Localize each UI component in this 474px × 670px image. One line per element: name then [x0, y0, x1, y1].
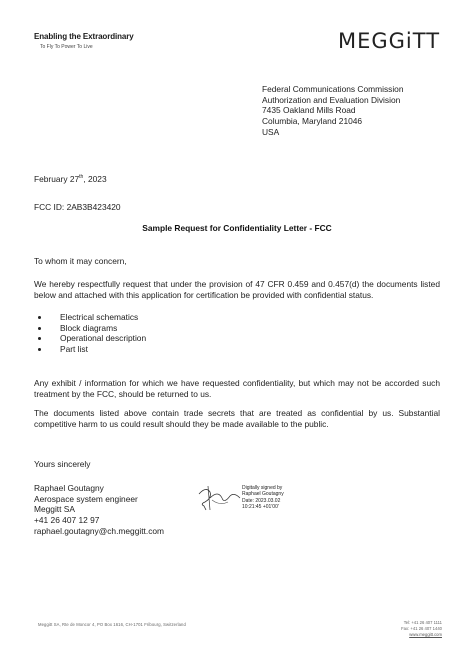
footer-tel: Tel: +41 26 407 1111: [403, 620, 442, 625]
dsig-line: Raphael Goutagny: [242, 491, 284, 498]
signatory-block: [34, 483, 164, 537]
recipient-address: [262, 84, 404, 138]
digital-signature-text: [242, 485, 284, 510]
signatory-name: Raphael Goutagny: [34, 483, 104, 493]
signatory-phone: +41 26 407 12 97: [34, 515, 100, 526]
list-item: • Block diagrams: [50, 323, 146, 334]
address-line: Columbia, Maryland 21046: [262, 116, 363, 127]
address-line: Authorization and Evaluation Division: [262, 94, 401, 105]
list-item: • Electrical schematics: [50, 312, 146, 323]
paragraph-trade-secrets: The documents listed above contain trade secrets that are treated as confidential by us. Substantial competitive harm to us could result should they be made available to the public.: [34, 408, 440, 429]
company-tagline: Enabling the Extraordinary: [34, 32, 134, 41]
footer-website-link[interactable]: www.meggitt.com: [409, 632, 442, 637]
address-line: USA: [262, 126, 280, 137]
letter-date: February 27th, 2023: [34, 173, 107, 184]
footer-fax: Fax: +41 26 407 1440: [401, 626, 442, 631]
closing: Yours sincerely: [34, 459, 91, 469]
address-line: 7435 Oakland Mills Road: [262, 105, 356, 116]
company-tagline-sub: To Fly To Power To Live: [40, 44, 93, 50]
paragraph-request: We hereby respectfully request that under the provision of 47 CFR 0.459 and 0.457(d) the documents listed below and attached with this application for certification be provided with confidential status.: [34, 279, 440, 300]
salutation: To whom it may concern,: [34, 256, 127, 266]
dsig-line: 10:21:45 +01'00': [242, 503, 279, 510]
signatory-company: Meggitt SA: [34, 504, 75, 515]
paragraph-exhibit: Any exhibit / information for which we have requested confidentiality, but which may not be accorded such treatment by the FCC, should be returned to us.: [34, 378, 440, 399]
signatory-email: raphael.goutagny@ch.meggitt.com: [34, 525, 165, 536]
dsig-line: Digitally signed by: [242, 485, 283, 491]
address-line: Federal Communications Commission: [262, 84, 404, 94]
list-item: • Operational description: [50, 333, 146, 344]
footer-address: Meggitt SA, Rte de Moncor 4, PO Box 1616, CH-1701 Fribourg, Switzerland: [38, 622, 186, 627]
handwritten-signature: [196, 480, 244, 516]
letter-subject: Sample Request for Confidentiality Letter - FCC: [142, 223, 332, 233]
document-list: [34, 312, 146, 355]
dsig-line: Date: 2023.03.02: [242, 497, 281, 504]
footer-contact: [380, 620, 442, 638]
company-logo: MEGGiTT: [338, 29, 441, 53]
fcc-id: FCC ID: 2AB3B423420: [34, 202, 121, 212]
signatory-title: Aerospace system engineer: [34, 493, 138, 504]
list-item: • Part list: [50, 344, 146, 355]
